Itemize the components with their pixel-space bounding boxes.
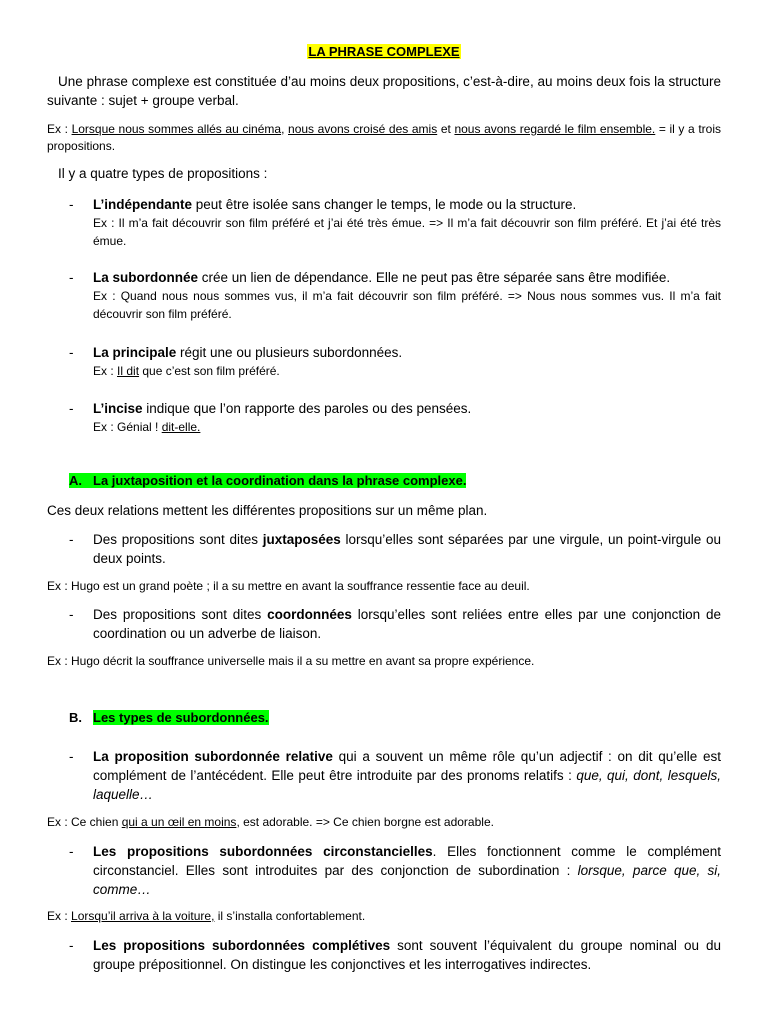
juxtaposition-example: Ex : Hugo est un grand poète ; il a su mettre en avant la souffrance ressentie face au deuil. [47,579,530,593]
intro-paragraph: Une phrase complexe est constituée d’au moins deux propositions, c’est-à-dire, au moins deux fois la structure suivante : sujet + groupe verbal. [47,74,721,108]
example-propositions: Ex : Lorsque nous sommes allés au cinéma, nous avons croisé des amis et nous avons regardé le film ensemble. = il y a trois propositions. [47,122,721,153]
type-principale: La principale régit une ou plusieurs subordonnées. Ex : Il dit que c’est son film préféré. [93,345,403,378]
relative-example: Ex : Ce chien qui a un œil en moins, est adorable. => Ce chien borgne est adorable. [47,815,494,829]
coordination-item: Des propositions sont dites coordonnées lorsqu’elles sont reliées entre elles par une conjonction de coordination ou un adverbe de liaison. [93,607,721,641]
circonstancielle-item: Les propositions subordonnées circonstancielles. Elles fonctionnent comme le complément circonstanciel. Elles sont introduites par des conjonction de subordination : lorsque, parce que, si, comme… [93,844,722,897]
bullet-marker: - [69,532,74,547]
section-a-intro: Ces deux relations mettent les différentes propositions sur un même plan. [47,503,488,518]
bullet-marker: - [69,844,74,859]
relative-item: La proposition subordonnée relative qui a souvent un même rôle qu’un adjectif : on dit qu’elle est complément de l’antécédent. Elle peut être introduite par des pronoms relatifs : que, qui, dont, lesquels, laquelle… [93,749,721,802]
coordination-example: Ex : Hugo décrit la souffrance universelle mais il a su mettre en avant sa propre expérience. [47,654,535,668]
completive-item: Les propositions subordonnées complétives sont souvent l’équivalent du groupe nominal ou du groupe prépositionnel. On distingue les conjonctives et les interrogatives indirectes. [93,938,721,972]
bullet-marker: - [69,607,74,622]
type-incise: L’incise indique que l’on rapporte des paroles ou des pensées. Ex : Génial ! dit-elle. [93,401,472,434]
circonstancielle-example: Ex : Lorsqu’il arriva à la voiture, il s’installa confortablement. [47,909,366,923]
type-independante: L’indépendante peut être isolée sans changer le temps, le mode ou la structure. Ex : Il m’a fait découvrir son film préféré et j’ai été très émue. => Il m’a fait découvrir son film préféré. Et j’ai été très émue. [93,197,721,248]
bullet-marker: - [69,345,74,360]
document-title [0,44,768,60]
bullet-marker: - [69,938,74,953]
bullet-marker: - [69,197,74,212]
type-subordonnee: La subordonnée crée un lien de dépendance. Elle ne peut pas être séparée sans être modifiée. Ex : Quand nous nous sommes vus, il m’a fait découvrir son film préféré. => Nous nous sommes vus. Il m’a fait découvrir son film préféré. [93,270,721,321]
section-b-heading: B. Les types de subordonnées. [69,710,269,725]
juxtaposition-item: Des propositions sont dites juxtaposées lorsqu’elles sont séparées par une virgule, un point-virgule ou deux points. [93,532,721,566]
title-text: LA PHRASE COMPLEXE [308,44,460,59]
section-a-heading: A. La juxtaposition et la coordination dans la phrase complexe. [69,473,467,488]
bullet-marker: - [69,401,74,416]
bullet-marker: - [69,270,74,285]
types-intro: Il y a quatre types de propositions : [58,166,268,181]
bullet-marker: - [69,749,74,764]
